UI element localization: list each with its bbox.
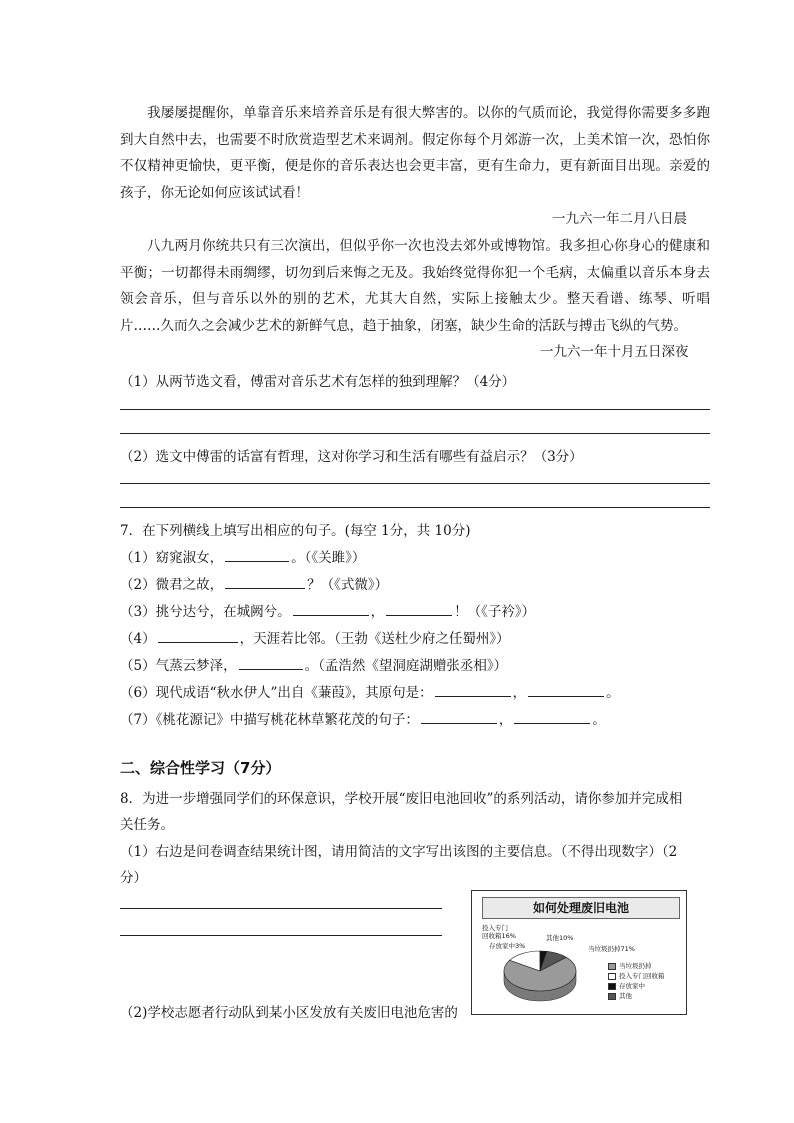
question-8-stem: 8．为进一步增强同学们的环保意识，学校开展“废旧电池回收”的系列活动，请你参加并完成相 (120, 791, 683, 807)
answer-line[interactable] (120, 483, 710, 484)
legend-item (608, 961, 665, 971)
legend-label: 存放家中 (619, 982, 645, 990)
q7-text: （5）气蒸云梦泽， (120, 658, 237, 674)
fill-blank[interactable] (386, 614, 452, 616)
q7-text: ，天涯若比邻。（王勃《送杜少府之任蜀州》） (239, 631, 510, 647)
fill-blank[interactable] (225, 560, 289, 562)
question-8-1: （1）右边是问卷调查结果统计图，请用简洁的文字写出该图的主要信息。（不得出现数字）（2 (120, 844, 678, 860)
fill-blank[interactable] (293, 614, 369, 616)
legend-item (608, 971, 665, 981)
slice-label-other: 其他10% (546, 934, 574, 942)
fill-blank[interactable] (514, 722, 590, 724)
fill-blank[interactable] (225, 587, 305, 589)
q7-text: ？（《式微》） (307, 577, 389, 593)
legend-swatch (608, 983, 616, 990)
q7-text: 。（孟浩然《望洞庭湖赠张丞相》） (304, 658, 508, 674)
chart-title: 如何处理废旧电池 (482, 897, 680, 919)
legend-swatch (608, 973, 616, 980)
legend-item (608, 991, 665, 1001)
fill-blank[interactable] (435, 695, 511, 697)
question-7-4 (120, 627, 510, 647)
fill-blank[interactable] (158, 641, 238, 643)
question-7-stem: 7．在下列横线上填写出相应的句子。(每空 1分，共 10分) (120, 523, 471, 539)
question-7-3 (120, 600, 535, 620)
q7-text: （1）窈窕淑女， (120, 550, 224, 566)
passage-date-1: 一九六一年二月八日晨 (552, 211, 687, 227)
q7-text: （4） (120, 631, 156, 647)
question-7-7 (120, 708, 606, 728)
q7-text: 。（《关雎》） (291, 550, 366, 566)
chart-legend (608, 961, 665, 1001)
question-8-2: （2)学校志愿者行动队到某小区发放有关废旧电池危害的 (120, 1005, 458, 1021)
answer-line[interactable] (120, 507, 710, 508)
fill-blank[interactable] (421, 722, 497, 724)
fill-blank[interactable] (528, 695, 604, 697)
answer-line[interactable] (120, 908, 442, 909)
q7-text: （3）挑兮达兮，在城阙兮。 (120, 604, 291, 620)
passage-paragraph-1: 我屡屡提醒你，单靠音乐来培养音乐是有很大弊害的。以你的气质而论，我觉得你需要多多跑到大自然中去，也需要不时欣赏造型艺术来调剂。假定你每个月郊游一次，上美术馆一次，恐怕你不仅精神更愉快，更平衡，便是你的音乐表达也会更丰富，更有生命力，更有新面目出现。亲爱的孩子，你无论如何应该试试看！ (120, 105, 710, 201)
q7-text: （6）现代成语“秋水伊人”出自《蒹葭》，其原句是： (120, 685, 433, 701)
section-heading: 二、综合性学习（7分） (120, 759, 281, 777)
question-8-stem-cont: 关任务。 (120, 817, 174, 833)
answer-line[interactable] (120, 935, 442, 936)
question-7-2 (120, 573, 388, 593)
q7-text: ， (512, 685, 527, 701)
legend-label: 当垃圾扔掉 (619, 962, 652, 970)
legend-swatch (608, 963, 616, 970)
question-7-6 (120, 681, 620, 701)
q7-text: （2）微君之故， (120, 577, 224, 593)
answer-line[interactable] (120, 433, 710, 434)
passage-date-2: 一九六一年十月五日深夜 (540, 344, 689, 360)
pie-chart (471, 890, 687, 1015)
slice-label-trash: 当垃圾扔掉71% (588, 945, 635, 953)
slice-label-recycle-a: 投入专门 (482, 924, 508, 932)
slice-label-recycle-b: 回收箱16% (482, 932, 516, 940)
slice-label-home: 存放家中3% (489, 942, 526, 950)
legend-label: 其他 (619, 992, 632, 1000)
q7-text: ， (498, 712, 513, 728)
question-7-5 (120, 654, 507, 674)
q7-text: 。 (592, 712, 606, 728)
q7-text: （7）《桃花源记》中描写桃花林草繁花茂的句子： (120, 712, 419, 728)
legend-item (608, 981, 665, 991)
question-6-1: （1）从两节选文看，傅雷对音乐艺术有怎样的独到理解？（4分） (120, 374, 516, 390)
question-8-1-cont: 分） (120, 870, 147, 886)
legend-swatch (608, 993, 616, 1000)
q7-text: 。 (606, 685, 620, 701)
fill-blank[interactable] (239, 668, 303, 670)
answer-line[interactable] (120, 409, 710, 410)
legend-label: 投入专门回收箱 (619, 972, 665, 980)
q7-text: ！（《子衿》） (454, 604, 536, 620)
question-6-2: （2）选文中傅雷的话富有哲理，这对你学习和生活有哪些有益启示？（3分） (120, 449, 583, 465)
passage-paragraph-2: 八九两月你统共只有三次演出，但似乎你一次也没去郊外或博物馆。我多担心你身心的健康和平衡；一切都得未雨绸缪，切勿到后来悔之无及。我始终觉得你犯一个毛病，太偏重以音乐本身去领会音乐，但与音乐以外的别的艺术，尤其大自然，实际上接触太少。整天看谱、练琴、听唱片……久而久之会减少艺术的新鲜气息，趋于抽象，闭塞，缺少生命的活跃与搏击飞纵的气势。 (120, 238, 710, 334)
question-7-1 (120, 546, 365, 566)
q7-text: ， (370, 604, 385, 620)
